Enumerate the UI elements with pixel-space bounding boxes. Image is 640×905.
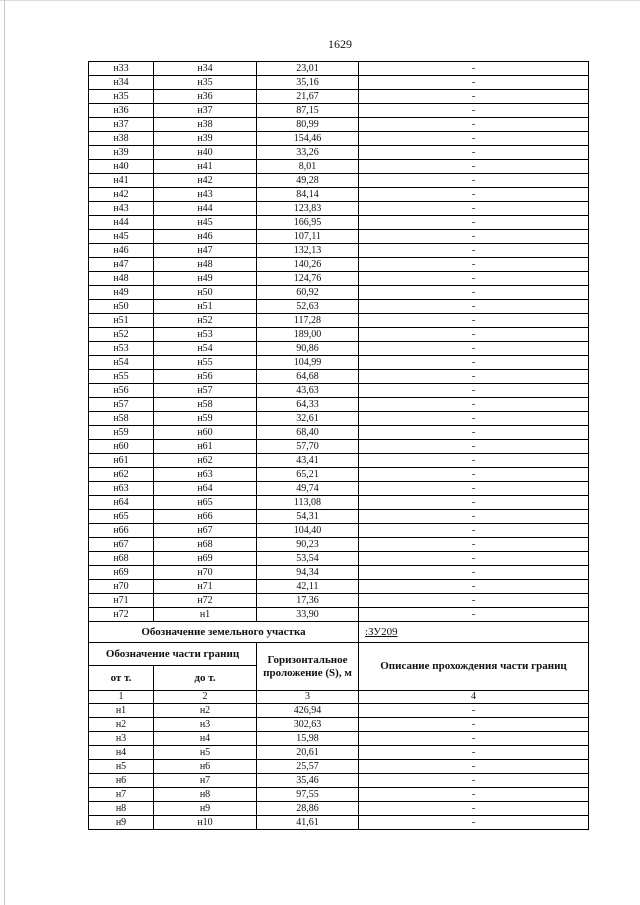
point-to: н71 [154,580,257,594]
point-from: н53 [89,342,154,356]
column-number-row [89,691,589,704]
point-to: н56 [154,370,257,384]
point-to: н10 [154,816,257,830]
point-to: н59 [154,412,257,426]
point-to: н53 [154,328,257,342]
point-to: н8 [154,788,257,802]
point-to: н61 [154,440,257,454]
description-cell: - [359,566,589,580]
table-row [89,774,589,788]
table-row [89,104,589,118]
table-row [89,412,589,426]
point-to: н37 [154,104,257,118]
point-to: н64 [154,482,257,496]
distance-value: 64,68 [257,370,359,384]
distance-value: 65,21 [257,468,359,482]
point-to: н60 [154,426,257,440]
distance-value: 20,61 [257,746,359,760]
point-from: н4 [89,746,154,760]
point-from: н62 [89,468,154,482]
point-from: н64 [89,496,154,510]
description-cell: - [359,732,589,746]
distance-value: 33,26 [257,146,359,160]
distance-value: 17,36 [257,594,359,608]
point-from: н36 [89,104,154,118]
point-to: н7 [154,774,257,788]
point-from: н65 [89,510,154,524]
distance-value: 80,99 [257,118,359,132]
description-cell: - [359,188,589,202]
point-to: н66 [154,510,257,524]
point-from: н46 [89,244,154,258]
distance-value: 49,74 [257,482,359,496]
point-to: н55 [154,356,257,370]
point-from: н49 [89,286,154,300]
table-row [89,718,589,732]
distance-value: 32,61 [257,412,359,426]
point-to: н72 [154,594,257,608]
distance-value: 23,01 [257,62,359,76]
point-from: н70 [89,580,154,594]
distance-value: 21,67 [257,90,359,104]
point-from: н51 [89,314,154,328]
table-row [89,76,589,90]
distance-value: 90,23 [257,538,359,552]
table-row [89,594,589,608]
point-from: н56 [89,384,154,398]
description-cell: - [359,760,589,774]
point-from: н68 [89,552,154,566]
distance-value: 35,16 [257,76,359,90]
distance-value: 53,54 [257,552,359,566]
point-to: н44 [154,202,257,216]
point-to: н39 [154,132,257,146]
header-row-1 [89,643,589,666]
point-to: н70 [154,566,257,580]
point-to: н47 [154,244,257,258]
point-from: н8 [89,802,154,816]
point-from: н50 [89,300,154,314]
table-row [89,608,589,622]
point-from: н72 [89,608,154,622]
point-to: н58 [154,398,257,412]
distance-value: 8,01 [257,160,359,174]
point-to: н62 [154,454,257,468]
point-from: н57 [89,398,154,412]
point-to: н40 [154,146,257,160]
description-cell: - [359,314,589,328]
parcel-label: Обозначение земельного участка [89,622,359,643]
description-cell: - [359,244,589,258]
col-part-label: Обозначение части границ [89,643,257,666]
distance-value: 124,76 [257,272,359,286]
distance-value: 33,90 [257,608,359,622]
table-row [89,496,589,510]
description-cell: - [359,802,589,816]
point-from: н43 [89,202,154,216]
description-cell: - [359,90,589,104]
distance-value: 113,08 [257,496,359,510]
description-cell: - [359,258,589,272]
table-row [89,802,589,816]
description-cell: - [359,496,589,510]
distance-value: 35,46 [257,774,359,788]
distance-value: 426,94 [257,704,359,718]
description-cell: - [359,328,589,342]
description-cell: - [359,552,589,566]
point-from: н47 [89,258,154,272]
description-cell: - [359,538,589,552]
description-cell: - [359,580,589,594]
description-cell: - [359,286,589,300]
point-from: н54 [89,356,154,370]
col-to-label: до т. [154,666,257,691]
distance-value: 94,34 [257,566,359,580]
table-row [89,816,589,830]
point-to: н35 [154,76,257,90]
table-row [89,146,589,160]
table-row [89,300,589,314]
point-to: н38 [154,118,257,132]
point-from: н42 [89,188,154,202]
table-row [89,538,589,552]
distance-value: 107,11 [257,230,359,244]
table-row [89,468,589,482]
point-to: н65 [154,496,257,510]
point-to: н45 [154,216,257,230]
point-from: н63 [89,482,154,496]
table-row [89,230,589,244]
point-to: н34 [154,62,257,76]
description-cell: - [359,510,589,524]
point-from: н55 [89,370,154,384]
table-row [89,356,589,370]
scan-top-edge [0,0,640,1]
distance-value: 60,92 [257,286,359,300]
distance-value: 189,00 [257,328,359,342]
description-cell: - [359,468,589,482]
table-row [89,580,589,594]
point-to: н41 [154,160,257,174]
table-row [89,482,589,496]
table-row [89,328,589,342]
point-from: н34 [89,76,154,90]
point-to: н51 [154,300,257,314]
distance-value: 117,28 [257,314,359,328]
table-row [89,440,589,454]
point-from: н52 [89,328,154,342]
distance-value: 302,63 [257,718,359,732]
description-cell: - [359,272,589,286]
point-from: н1 [89,704,154,718]
description-cell: - [359,174,589,188]
point-to: н2 [154,704,257,718]
point-to: н42 [154,174,257,188]
description-cell: - [359,704,589,718]
table-row [89,370,589,384]
table-row [89,188,589,202]
description-cell: - [359,76,589,90]
point-to: н48 [154,258,257,272]
point-from: н37 [89,118,154,132]
description-cell: - [359,398,589,412]
col-number-2: 2 [154,691,257,704]
col-from-label: от т. [89,666,154,691]
distance-value: 68,40 [257,426,359,440]
table-row [89,174,589,188]
distance-value: 87,15 [257,104,359,118]
point-from: н9 [89,816,154,830]
point-to: н57 [154,384,257,398]
distance-value: 54,31 [257,510,359,524]
point-from: н69 [89,566,154,580]
description-cell: - [359,426,589,440]
table-row [89,314,589,328]
description-cell: - [359,594,589,608]
description-cell: - [359,202,589,216]
boundary-table-top-rows [89,62,589,622]
table-row [89,272,589,286]
point-from: н5 [89,760,154,774]
description-cell: - [359,774,589,788]
table-row [89,132,589,146]
point-from: н33 [89,62,154,76]
distance-value: 166,95 [257,216,359,230]
distance-value: 25,57 [257,760,359,774]
point-from: н38 [89,132,154,146]
table-row [89,788,589,802]
boundary-table [88,61,589,830]
point-to: н4 [154,732,257,746]
table-row [89,118,589,132]
table-row [89,90,589,104]
point-from: н67 [89,538,154,552]
point-from: н48 [89,272,154,286]
distance-value: 43,41 [257,454,359,468]
point-from: н3 [89,732,154,746]
point-from: н59 [89,426,154,440]
description-cell: - [359,608,589,622]
col-desc-label: Описание прохождения части границ [359,643,589,691]
table-row [89,426,589,440]
table-row [89,62,589,76]
description-cell: - [359,216,589,230]
description-cell: - [359,718,589,732]
description-cell: - [359,482,589,496]
table-row [89,760,589,774]
point-from: н41 [89,174,154,188]
point-from: н44 [89,216,154,230]
description-cell: - [359,524,589,538]
point-from: н58 [89,412,154,426]
col-number-4: 4 [359,691,589,704]
description-cell: - [359,746,589,760]
col-number-1: 1 [89,691,154,704]
description-cell: - [359,146,589,160]
point-to: н54 [154,342,257,356]
table-row [89,216,589,230]
point-from: н40 [89,160,154,174]
boundary-table-bottom-rows [89,704,589,830]
distance-value: 132,13 [257,244,359,258]
col-number-3: 3 [257,691,359,704]
table-row [89,342,589,356]
point-to: н6 [154,760,257,774]
point-to: н49 [154,272,257,286]
table-row [89,510,589,524]
distance-value: 140,26 [257,258,359,272]
distance-value: 97,55 [257,788,359,802]
table-row [89,566,589,580]
description-cell: - [359,230,589,244]
distance-value: 104,40 [257,524,359,538]
point-to: н52 [154,314,257,328]
point-from: н7 [89,788,154,802]
distance-value: 28,86 [257,802,359,816]
table-row [89,524,589,538]
section-header [89,622,589,704]
description-cell: - [359,342,589,356]
table-row [89,732,589,746]
distance-value: 43,63 [257,384,359,398]
point-to: н69 [154,552,257,566]
table-row [89,384,589,398]
description-cell: - [359,412,589,426]
col-dist-label: Горизонтальное проложение (S), м [257,643,359,691]
point-to: н43 [154,188,257,202]
table-row [89,552,589,566]
point-to: н50 [154,286,257,300]
point-to: н3 [154,718,257,732]
description-cell: - [359,788,589,802]
point-to: н5 [154,746,257,760]
table-row [89,202,589,216]
description-cell: - [359,118,589,132]
distance-value: 104,99 [257,356,359,370]
description-cell: - [359,816,589,830]
description-cell: - [359,104,589,118]
table-row [89,258,589,272]
point-from: н39 [89,146,154,160]
point-from: н2 [89,718,154,732]
point-from: н66 [89,524,154,538]
point-from: н35 [89,90,154,104]
point-from: н71 [89,594,154,608]
distance-value: 52,63 [257,300,359,314]
description-cell: - [359,454,589,468]
distance-value: 154,46 [257,132,359,146]
description-cell: - [359,370,589,384]
parcel-row [89,622,589,643]
description-cell: - [359,160,589,174]
distance-value: 64,33 [257,398,359,412]
distance-value: 42,11 [257,580,359,594]
point-from: н61 [89,454,154,468]
point-to: н46 [154,230,257,244]
point-from: н45 [89,230,154,244]
point-to: н36 [154,90,257,104]
distance-value: 15,98 [257,732,359,746]
table-row [89,398,589,412]
point-from: н6 [89,774,154,788]
point-to: н9 [154,802,257,816]
table-row [89,704,589,718]
distance-value: 84,14 [257,188,359,202]
parcel-id: :ЗУ209 [359,622,589,643]
table-row [89,160,589,174]
table-row [89,244,589,258]
table-row [89,286,589,300]
point-to: н63 [154,468,257,482]
distance-value: 49,28 [257,174,359,188]
table-row [89,454,589,468]
point-to: н67 [154,524,257,538]
description-cell: - [359,356,589,370]
point-from: н60 [89,440,154,454]
distance-value: 41,61 [257,816,359,830]
description-cell: - [359,300,589,314]
point-to: н1 [154,608,257,622]
description-cell: - [359,384,589,398]
page-number: 1629 [328,37,352,51]
distance-value: 90,86 [257,342,359,356]
description-cell: - [359,62,589,76]
description-cell: - [359,132,589,146]
point-to: н68 [154,538,257,552]
distance-value: 123,83 [257,202,359,216]
scan-left-edge [4,0,5,905]
description-cell: - [359,440,589,454]
table-row [89,746,589,760]
distance-value: 57,70 [257,440,359,454]
